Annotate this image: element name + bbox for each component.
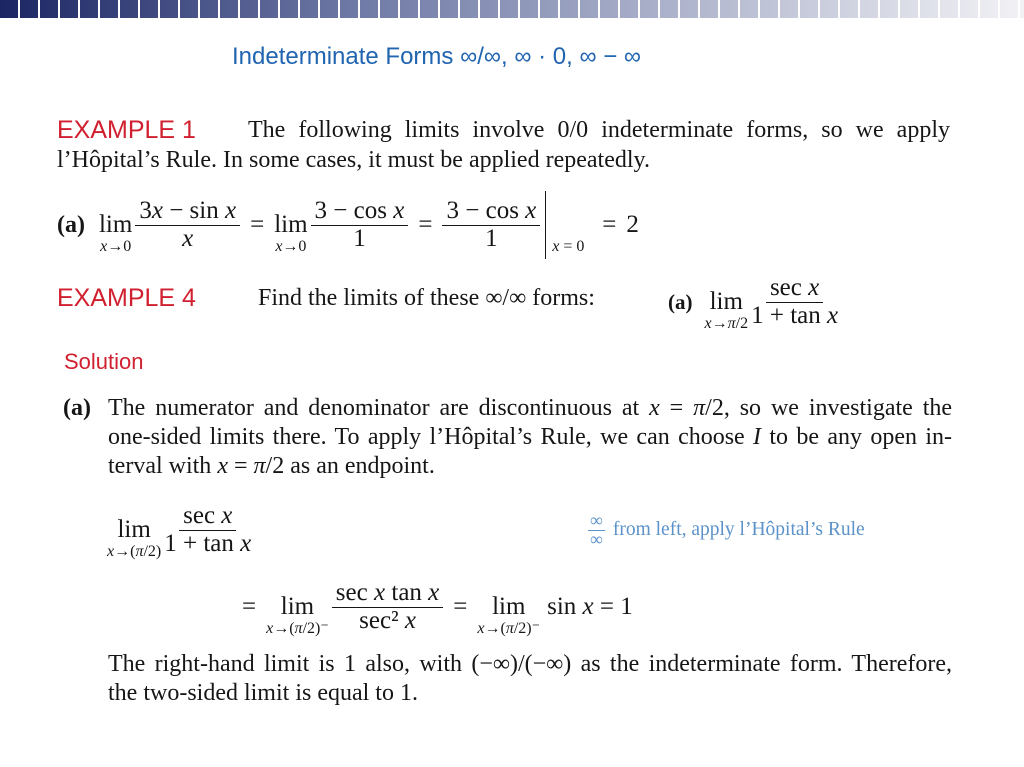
- lim-word: lim: [98, 211, 133, 238]
- equals-sign: =: [418, 211, 433, 238]
- example-4-text: Find the limits of these ∞/∞ forms:: [258, 285, 595, 311]
- text-segment: to be any open in-: [761, 424, 952, 450]
- limit-operator: [477, 593, 541, 637]
- fraction: [442, 198, 540, 252]
- part-a-label: (a): [57, 211, 85, 238]
- example-4-part-a-expression: [668, 272, 838, 332]
- solution-text-line-2: [108, 423, 952, 452]
- fraction-numerator: sec x tan x: [332, 580, 443, 608]
- limit-operator: [274, 211, 308, 255]
- example-4-label: EXAMPLE 4: [57, 284, 196, 312]
- inline-math: x = π/2: [649, 395, 724, 421]
- lim-word: lim: [492, 593, 526, 620]
- lim-subscript: x→π/2: [704, 315, 749, 332]
- lim-subscript: x→(π/2)⁻: [477, 620, 541, 637]
- fraction: [311, 198, 409, 252]
- fraction-numerator: sec x: [766, 275, 823, 303]
- limit-operator: [266, 593, 329, 637]
- text-segment: terval with: [108, 453, 218, 479]
- text-segment: The numerator and denominator are discontinuous at: [108, 395, 650, 421]
- header-gradient-bar: [0, 0, 1024, 18]
- example-1-part-a-equation: [57, 190, 639, 260]
- equals-sign: =: [602, 211, 617, 238]
- fraction: [332, 580, 443, 634]
- equals-sign: =: [453, 593, 468, 620]
- lim-word: lim: [274, 211, 308, 238]
- slide-title-forms: ∞/∞, ∞ · 0, ∞ − ∞: [460, 43, 642, 70]
- annotation-text: from left, apply l’Hôpital’s Rule: [612, 519, 865, 540]
- fraction-denominator: 1 + tan x: [164, 530, 252, 557]
- example-1-text-line-2: l’Hôpital’s Rule. In some cases, it must be applied repeatedly.: [57, 147, 650, 173]
- step-annotation: [588, 510, 865, 550]
- example-1-text-line-1: The following limits involve 0/0 indeterminate forms, so we apply: [248, 117, 950, 143]
- slide-title: [232, 43, 641, 71]
- solution-heading: Solution: [64, 349, 144, 374]
- inline-math: x = π/2: [217, 453, 285, 479]
- example-1-label: EXAMPLE 1: [57, 116, 196, 144]
- conclusion-line-1: The right-hand limit is 1 also, with (−∞)/(−∞) as the indeterminate form. Therefore,: [108, 651, 952, 677]
- fraction-numerator: 3 − cos x: [311, 198, 409, 226]
- lim-subscript: x→0: [100, 238, 132, 255]
- lim-word: lim: [117, 516, 151, 543]
- evaluation-bar: [545, 191, 592, 259]
- solution-part-a-label: (a): [63, 395, 91, 421]
- limit-operator: [704, 288, 749, 332]
- solution-step-2: [242, 577, 633, 637]
- fraction-denominator: 1: [353, 225, 366, 252]
- fraction-denominator: 1: [485, 225, 498, 252]
- equals-sign: =: [242, 593, 257, 620]
- fraction-denominator: ∞: [590, 529, 603, 549]
- text-segment: as an endpoint.: [284, 453, 435, 479]
- lim-word: lim: [709, 288, 743, 315]
- solution-text-line-1: [108, 394, 952, 423]
- part-a-label: (a): [668, 289, 693, 314]
- solution-text-line-3: [108, 452, 435, 481]
- solution-step-1: [107, 500, 251, 560]
- lim-subscript: x→(π/2)⁻: [266, 620, 329, 637]
- fraction-denominator: x: [182, 225, 194, 252]
- slide-title-text: Indeterminate Forms: [232, 43, 454, 70]
- result-value: 2: [626, 211, 639, 238]
- equals-sign: =: [250, 211, 265, 238]
- fraction-numerator: sec x: [179, 503, 236, 531]
- text-segment: one-sided limits there. To apply l’Hôpital’s Rule, we can choose: [108, 424, 754, 450]
- evaluation-point: x = 0: [552, 238, 585, 255]
- inline-math: I: [753, 424, 762, 450]
- fraction-numerator: ∞: [590, 510, 603, 530]
- conclusion-line-2: the two-sided limit is equal to 1.: [108, 680, 418, 706]
- text-segment: , so we investigate the: [723, 395, 953, 421]
- lim-subscript: x→0: [275, 238, 307, 255]
- limit-operator: [107, 516, 162, 560]
- fraction-numerator: 3x − sin x: [135, 198, 240, 226]
- final-expression: sin x = 1: [547, 593, 633, 620]
- fraction: [164, 503, 251, 557]
- fraction: [135, 198, 240, 252]
- fraction-denominator: sec² x: [359, 607, 416, 634]
- fraction-numerator: 3 − cos x: [442, 198, 540, 226]
- lim-subscript: x→(π/2): [107, 543, 162, 560]
- lim-word: lim: [280, 593, 315, 620]
- fraction: [751, 275, 838, 329]
- limit-operator: [98, 211, 133, 255]
- fraction-denominator: 1 + tan x: [751, 302, 839, 329]
- annotation-fraction: [588, 512, 605, 548]
